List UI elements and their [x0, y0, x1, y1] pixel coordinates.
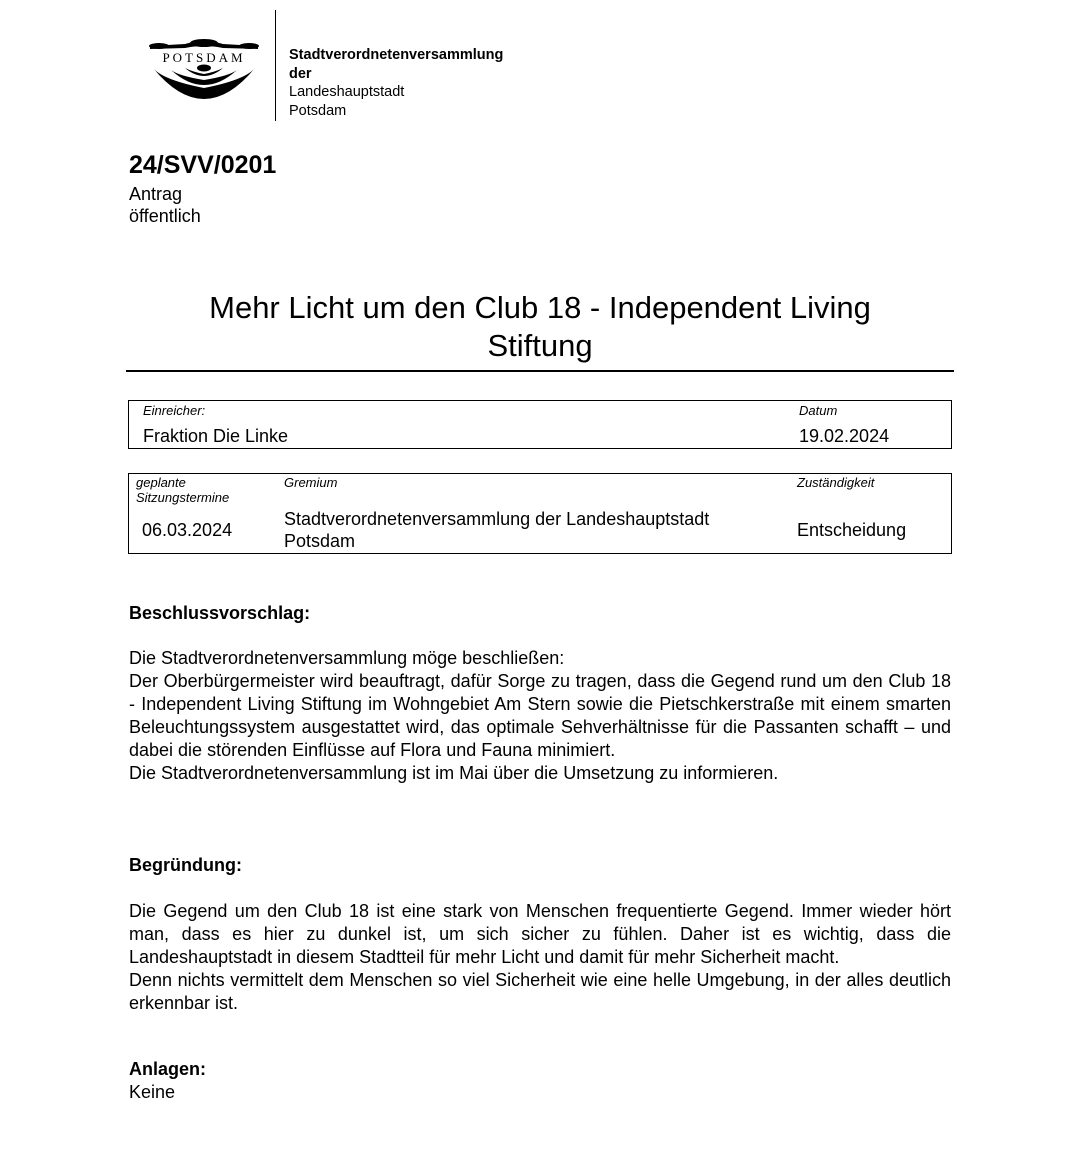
schedule-box: [128, 473, 952, 554]
submitter-value: Fraktion Die Linke: [143, 426, 289, 446]
planned-dates-label-line-2: Sitzungstermine: [136, 490, 230, 505]
org-line-3: Landeshauptstadt: [289, 84, 405, 100]
reasoning-heading: Begründung:: [129, 855, 242, 875]
potsdam-logo: [145, 38, 263, 108]
committee-value-line-2: Potsdam: [284, 531, 356, 551]
planned-dates-label: [136, 475, 229, 505]
title-line-1: Mehr Licht um den Club 18 - Independent Living: [209, 290, 871, 325]
attachments-value: Keine: [129, 1082, 176, 1102]
responsibility-label: Zuständigkeit: [797, 475, 875, 490]
title-rule: [126, 370, 954, 372]
proposal-paragraph: Der Oberbürgermeister wird beauftragt, dafür Sorge zu tragen, dass die Gegend rund um den Club 18 - Independent Living Stiftung im Wohngebiet Am Stern sowie die Pietschkerstraße mit einem smarten Beleuchtungssystem ausgestattet wird, das optimale Sehverhältnisse für die Passanten schafft – und dabei die störenden Einflüsse auf Flora und Fauna minimiert.: [129, 671, 951, 760]
document-visibility: öffentlich: [129, 206, 201, 226]
attachments-heading: Anlagen:: [129, 1059, 207, 1079]
org-line-4: Potsdam: [289, 102, 347, 119]
responsibility-value: Entscheidung: [797, 520, 907, 540]
submitter-label: Einreicher:: [143, 403, 206, 418]
planned-dates-label-line-1: geplante: [136, 475, 186, 490]
document-title: [126, 289, 954, 365]
organization-name: [289, 46, 503, 120]
org-line-2: der: [289, 65, 312, 82]
date-value: 19.02.2024: [799, 426, 890, 446]
date-label: Datum: [799, 403, 838, 418]
submission-box: [128, 400, 952, 449]
session-date-value: 06.03.2024: [142, 520, 233, 540]
reasoning-paragraph-2: Denn nichts vermittelt dem Menschen so viel Sicherheit wie eine helle Umgebung, in der alles deutlich erkennbar ist.: [129, 970, 951, 1013]
org-line-1: Stadtverordnetenversammlung: [289, 47, 504, 63]
logo-wordmark: POTSDAM: [162, 50, 246, 65]
reasoning-paragraph-1: Die Gegend um den Club 18 ist eine stark von Menschen frequentierte Gegend. Immer wieder hört man, dass es hier zu dunkel ist, um sich sicher zu fühlen. Daher ist es wichtig, dass die Landeshauptstadt in diesem Stadtteil für mehr Licht und damit für mehr Sicherheit macht.: [129, 901, 951, 967]
document-number: 24/SVV/0201: [129, 151, 277, 179]
document-type: Antrag: [129, 184, 183, 204]
proposal-text: [129, 647, 951, 785]
proposal-closing: Die Stadtverordnetenversammlung ist im Mai über die Umsetzung zu informieren.: [129, 763, 779, 783]
proposal-heading: Beschlussvorschlag:: [129, 603, 311, 623]
committee-label: Gremium: [284, 475, 338, 490]
proposal-intro: Die Stadtverordnetenversammlung möge beschließen:: [129, 648, 565, 668]
header-divider: [275, 10, 276, 121]
title-line-2: Stiftung: [487, 328, 593, 363]
committee-value-line-1: Stadtverordnetenversammlung der Landeshauptstadt: [284, 509, 710, 529]
reasoning-text: [129, 900, 951, 1015]
potsdam-emblem-icon: [145, 38, 263, 108]
committee-value: [284, 508, 709, 552]
